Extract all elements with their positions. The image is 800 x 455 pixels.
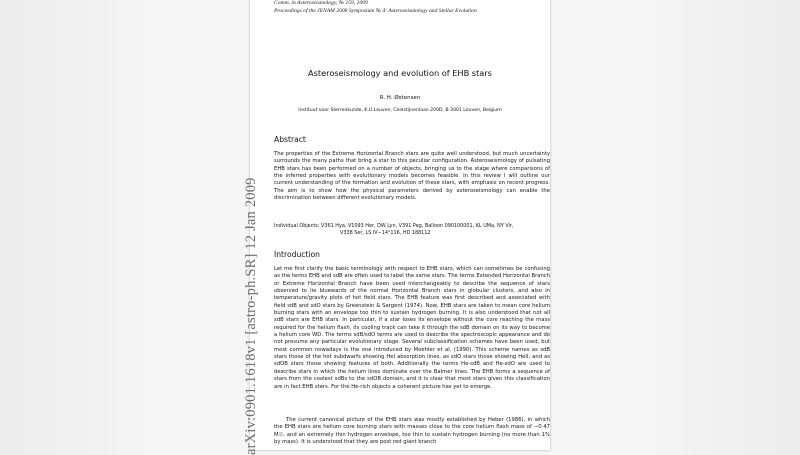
introduction-paragraph-1: Let me first clarify the basic terminology with respect to EHB stars, which can sometimes be confusing as the terms EHB and sdB are often used to label the same stars. The terms Extended Horizontal Branch or Extreme Horizontal Branch have been used interchangeably to describe the sequence of stars observed to lie bluewards of the normal Horizontal Branch stars in globular clusters, and also in temperature/gravity plots of hot field stars. The EHB feature was first described and associated with field sdB and sdO stars by Greenstein & Sargent (1974). Now, EHB stars are taken to mean core helium burning stars with an envelope too thin to sustain hydrogen burning. It is also understood that not all sdB stars are EHB stars. In particular, if a star loses its envelope without the core reaching the mass required for the helium flash, its cooling track can take it through the sdB domain on its way to become a helium core WD. The terms sdB/sdO terms are used to describe the spectroscopic appearance and do not presume any particular evolutionary stage. Several subclassification schemes have been used, but most common nowadays is the one introduced by Moehler et al. (1990). This scheme names as sdB stars those of the hot subdwarfs showing HeI absorption lines, as sdO stars those showing HeII, and as sdOB stars those showing features of both. Additionally the terms He-sdB and He-sdO are used to describe stars in which the helium lines dominate over the Balmer lines. The EHB forms a sequence of stars from the coolest sdBs to the sdOB domain, and it is clear that most stars given this classification are in fact EHB stars. For the He-rich objects a coherent picture has yet to emerge. (274, 266, 550, 390)
running-head-journal: Comm. in Asteroseismology, № 159, 2009 (274, 0, 368, 6)
abstract-text: The properties of the Extreme Horizontal Branch stars are quite well understood, but much uncertainty surrounds the many paths that bring a star to this peculiar configuration. Asteroseismology of pulsating EHB stars has been performed on a number of objects, bringing us to the stage where comparisons of the inferred properties with evolutionary models becomes feasible. In this review I will outline our current understanding of the formation and evolution of these stars, with emphasis on recent progress. The aim is to show how the physical parameters derived by asteroseismology can enable the discrimination between different evolutionary models. (274, 151, 550, 202)
introduction-heading: Introduction (274, 250, 320, 259)
individual-objects-line2: V338 Ser, LS IV−14°116, HD 188112 (340, 230, 431, 237)
author-affiliation: Instituut voor Sterrenkunde, K.U.Leuven, Celestijnenlaan 200D, B-3001 Leuven, Belgium (298, 108, 502, 113)
abstract-heading: Abstract (274, 135, 306, 144)
introduction-paragraph-2: The current canonical picture of the EHB stars was mostly established by Heber (1986), in which the EHB stars are helium core burning stars with masses close to the core helium flash mass of ∼0.47 M☉, and an extremely thin hydrogen envelope, too thin to sustain hydrogen burning (no more than 1% by mass). It is understood that they are post red giant branch (274, 417, 550, 446)
paper-author: R. H. Østensen (379, 95, 421, 101)
paper-title: Asteroseismology and evolution of EHB stars (308, 68, 492, 78)
arxiv-identifier-stamp[interactable]: arXiv:0901.1618v1 [astro-ph.SR] 12 Jan 2009 (243, 177, 259, 455)
individual-objects (274, 223, 550, 238)
running-head (274, 0, 574, 15)
individual-objects-line1: Individual Objects: V361 Hya, V1093 Her, DW Lyn, V391 Peg, Balloon 090100001, KL UMa, NY Vir, (274, 223, 514, 229)
running-head-proceedings: Proceedings of the JENAM 2008 Symposium № 4: Asteroseismology and Stellar Evolution (274, 7, 477, 14)
